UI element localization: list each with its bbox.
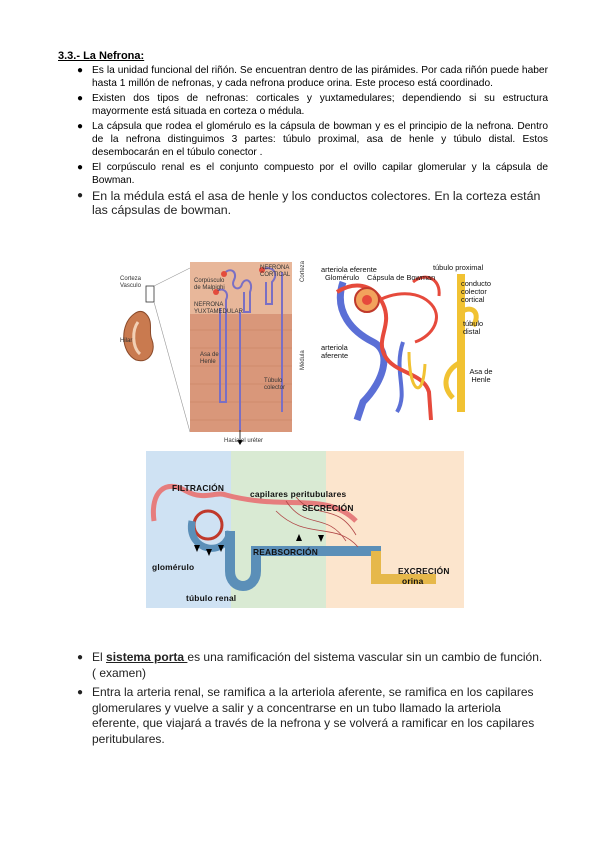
list-item-text: Es la unidad funcional del riñón. Se encuentran dentro de las pirámides. Por cada riñón puede haber hasta 1 millón de nefronas, y cada nefrona produce orina. Este proceso está coordinado. — [92, 65, 548, 90]
list-item — [58, 120, 548, 160]
medulla-side-label: Médula — [300, 350, 306, 370]
list-item-text: Existen dos tipos de nefronas: corticales y yuxtamedulares; dependiendo si su estructura mayormente está situada en corteza o médula. — [92, 92, 548, 118]
secretion-label: SECRECIÓN — [302, 503, 354, 513]
list-item — [58, 685, 548, 747]
reabsorption-label: REABSORCIÓN — [253, 547, 319, 557]
capillaries-label: capilares peritubulares — [250, 489, 347, 499]
glomerulus-process-label: glomérulo — [152, 562, 195, 572]
list-item-text: El corpúsculo renal es el conjunto compuesto por el ovillo capilar glomerular y la cápsula de Bowman. — [92, 161, 548, 187]
bullet-icon: ● — [77, 652, 84, 663]
bullet-icon: ● — [77, 161, 84, 173]
ureter-label: Hacia el uréter — [224, 438, 264, 444]
collector-cortical-label: conducto colector cortical — [461, 279, 491, 304]
top-bullet-list — [58, 64, 548, 219]
sistema-porta-term: sistema porta — [106, 650, 188, 664]
list-item-text: La cápsula que rodea el glomérulo es la cápsula de bowman y es el principio de la nefrona. Dentro de la nefrona distinguimos 3 partes: túbulo proximal, asa de henle y túbulo distal. Estos desembocarán en el túbulo conector . — [92, 120, 548, 159]
bullet-icon: ● — [77, 687, 84, 699]
bullet-icon: ● — [77, 189, 84, 201]
hilar-label: Hilar — [120, 338, 133, 344]
corpuscle-label: Corpúsculo de Malpighi — [194, 278, 225, 291]
nephron-types-figure — [112, 252, 312, 447]
bullet-icon: ● — [77, 120, 84, 132]
renal-process-figure — [146, 451, 464, 608]
list-item-text: El — [92, 650, 107, 664]
urine-label: orina — [402, 576, 424, 586]
list-item — [58, 650, 548, 681]
proximal-label: túbulo proximal — [433, 263, 484, 272]
list-item — [58, 161, 548, 188]
bottom-bullet-list — [58, 650, 548, 752]
bullet-icon: ● — [77, 92, 84, 104]
bullet-icon: ● — [77, 65, 84, 76]
section-heading: 3.3.- La Nefrona: — [58, 50, 145, 62]
list-item-text: es una ramificación del sistema vascular sin un cambio de función. ( examen) — [92, 650, 543, 680]
list-item — [58, 92, 548, 119]
cortical-label: Corteza — [120, 276, 142, 282]
efferent-label: arteriola eferente — [321, 265, 377, 274]
juxta-nephron-label: NEFRONA YUXTAMEDULAR — [194, 302, 243, 315]
nephron-detail-figure — [313, 252, 507, 432]
cortex-side-label: Corteza — [300, 260, 306, 282]
distal-label: túbulo distal — [463, 319, 484, 336]
excretion-label: EXCRECIÓN — [398, 566, 450, 576]
bowman-label: Cápsula de Bowman — [367, 273, 436, 282]
list-item-text: En la médula está el asa de henle y los conductos colectores. En la corteza están las cápsulas de bowman. — [92, 188, 541, 218]
collector-label: Túbulo colector — [264, 378, 286, 391]
vessel-label: Vasculo — [120, 283, 141, 289]
filtration-label: FILTRACIÓN — [172, 483, 225, 493]
henle-label: Asa de Henle — [200, 352, 219, 365]
cortical-nephron-label: NEFRONA CORTICAL — [260, 265, 291, 278]
renal-tubule-label: túbulo renal — [186, 593, 237, 603]
glomerulus-label: Glomérulo — [325, 273, 360, 282]
list-item-text: Entra la arteria renal, se ramifica a la arteriola aferente, se ramifica en los capilares glomerulares y vuelve a salir y a concentrarse en un tubo llamado la arteriola eferente, que viajará a través de la nefrona y se volverá a ramificar en los capilares peritubulares. — [92, 685, 535, 746]
afferent-label: arteriola aferente — [321, 343, 349, 360]
list-item — [58, 64, 548, 91]
list-item — [58, 189, 548, 218]
henle-loop-label: Asa de Henle — [469, 367, 493, 384]
